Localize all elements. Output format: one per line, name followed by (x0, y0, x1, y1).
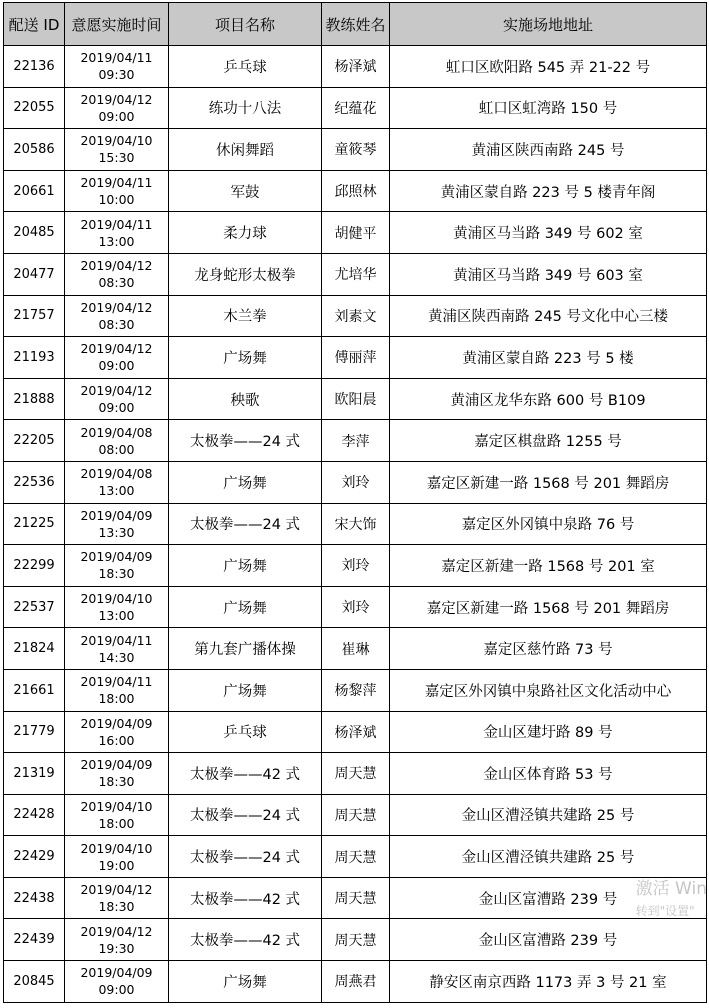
cell-address: 金山区富漕路 239 号 (390, 877, 707, 919)
cell-coach: 李萍 (322, 420, 390, 462)
table-row (4, 545, 707, 587)
cell-clock: 13:00 (98, 483, 135, 499)
cell-time (65, 794, 169, 836)
cell-time (65, 961, 169, 1003)
cell-project: 太极拳——42 式 (169, 753, 322, 795)
cell-date: 2019/04/09 (80, 549, 153, 565)
table-row (4, 295, 707, 337)
watermark-line2: 转到"设置" (635, 904, 695, 918)
cell-id: 21757 (4, 295, 65, 337)
cell-date: 2019/04/12 (80, 258, 153, 274)
cell-address: 黄浦区龙华东路 600 号 B109 (390, 378, 707, 420)
table-row (4, 836, 707, 878)
cell-date: 2019/04/10 (80, 840, 153, 856)
table-row (4, 628, 707, 670)
cell-id: 21193 (4, 337, 65, 379)
cell-id: 22438 (4, 877, 65, 919)
cell-id: 22136 (4, 46, 65, 88)
cell-id: 22205 (4, 420, 65, 462)
cell-address: 虹口区虹湾路 150 号 (390, 87, 707, 129)
cell-date: 2019/04/09 (80, 965, 153, 981)
cell-coach: 周燕君 (322, 961, 390, 1003)
header-address: 实施场地地址 (390, 3, 707, 46)
cell-address: 黄浦区马当路 349 号 602 室 (390, 212, 707, 254)
cell-address: 黄浦区陕西南路 245 号文化中心三楼 (390, 295, 707, 337)
cell-clock: 08:30 (98, 316, 135, 332)
cell-time (65, 129, 169, 171)
table-row (4, 961, 707, 1003)
cell-project: 第九套广播体操 (169, 628, 322, 670)
cell-time (65, 170, 169, 212)
cell-coach: 杨黎萍 (322, 669, 390, 711)
cell-coach: 傅丽萍 (322, 337, 390, 379)
cell-address: 黄浦区马当路 349 号 603 室 (390, 253, 707, 295)
cell-coach: 崔琳 (322, 628, 390, 670)
cell-coach: 尤培华 (322, 253, 390, 295)
cell-date: 2019/04/10 (80, 133, 153, 149)
cell-date: 2019/04/11 (80, 50, 153, 66)
cell-address: 黄浦区蒙自路 223 号 5 楼青年阁 (390, 170, 707, 212)
cell-clock: 08:30 (98, 275, 135, 291)
cell-clock: 19:00 (98, 857, 135, 873)
cell-clock: 09:00 (98, 358, 135, 374)
cell-project: 太极拳——24 式 (169, 794, 322, 836)
cell-project: 太极拳——42 式 (169, 919, 322, 961)
cell-date: 2019/04/11 (80, 175, 153, 191)
cell-id: 21888 (4, 378, 65, 420)
cell-coach: 杨泽斌 (322, 711, 390, 753)
table-row (4, 669, 707, 711)
table-row (4, 503, 707, 545)
cell-time (65, 295, 169, 337)
activation-watermark (636, 878, 707, 922)
cell-clock: 19:30 (98, 940, 135, 956)
cell-coach: 邱照林 (322, 170, 390, 212)
cell-address: 嘉定区新建一路 1568 号 201 室 (390, 545, 707, 587)
cell-coach: 周天慧 (322, 794, 390, 836)
cell-id: 20477 (4, 253, 65, 295)
cell-coach: 周天慧 (322, 836, 390, 878)
cell-time (65, 753, 169, 795)
cell-time (65, 503, 169, 545)
cell-coach: 周天慧 (322, 877, 390, 919)
table-row (4, 212, 707, 254)
cell-clock: 09:00 (98, 108, 135, 124)
cell-address: 嘉定区慈竹路 73 号 (390, 628, 707, 670)
cell-project: 乒乓球 (169, 46, 322, 88)
table-row (4, 586, 707, 628)
cell-address: 虹口区欧阳路 545 弄 21-22 号 (390, 46, 707, 88)
cell-project: 秧歌 (169, 378, 322, 420)
cell-id: 21225 (4, 503, 65, 545)
table-row (4, 711, 707, 753)
cell-time (65, 628, 169, 670)
cell-id: 22537 (4, 586, 65, 628)
cell-clock: 18:00 (98, 691, 135, 707)
cell-time (65, 378, 169, 420)
cell-coach: 杨泽斌 (322, 46, 390, 88)
cell-clock: 09:00 (98, 400, 135, 416)
cell-date: 2019/04/12 (80, 299, 153, 315)
table-row (4, 129, 707, 171)
cell-date: 2019/04/09 (80, 757, 153, 773)
header-project: 项目名称 (169, 3, 322, 46)
cell-clock: 10:00 (98, 192, 135, 208)
cell-clock: 18:30 (98, 566, 135, 582)
cell-address: 嘉定区新建一路 1568 号 201 舞蹈房 (390, 461, 707, 503)
cell-address: 静安区南京西路 1173 弄 3 号 21 室 (390, 961, 707, 1003)
cell-address: 嘉定区棋盘路 1255 号 (390, 420, 707, 462)
cell-date: 2019/04/12 (80, 383, 153, 399)
cell-project: 军鼓 (169, 170, 322, 212)
cell-clock: 18:30 (98, 774, 135, 790)
cell-project: 太极拳——24 式 (169, 836, 322, 878)
header-coach: 教练姓名 (322, 3, 390, 46)
cell-time (65, 836, 169, 878)
cell-date: 2019/04/08 (80, 424, 153, 440)
table-row (4, 87, 707, 129)
schedule-table (3, 2, 707, 1003)
cell-coach: 纪蕴花 (322, 87, 390, 129)
table-row (4, 753, 707, 795)
cell-project: 广场舞 (169, 337, 322, 379)
cell-date: 2019/04/09 (80, 715, 153, 731)
cell-id: 21319 (4, 753, 65, 795)
cell-id: 21824 (4, 628, 65, 670)
cell-time (65, 545, 169, 587)
cell-project: 柔力球 (169, 212, 322, 254)
header-id: 配送 ID (4, 3, 65, 46)
table-row (4, 794, 707, 836)
cell-project: 休闲舞蹈 (169, 129, 322, 171)
cell-coach: 周天慧 (322, 919, 390, 961)
cell-project: 广场舞 (169, 669, 322, 711)
cell-project: 广场舞 (169, 961, 322, 1003)
table-row (4, 253, 707, 295)
cell-address: 嘉定区新建一路 1568 号 201 舞蹈房 (390, 586, 707, 628)
cell-clock: 09:00 (98, 982, 135, 998)
header-time: 意愿实施时间 (65, 3, 169, 46)
cell-id: 20661 (4, 170, 65, 212)
cell-date: 2019/04/12 (80, 923, 153, 939)
cell-date: 2019/04/08 (80, 466, 153, 482)
cell-time (65, 212, 169, 254)
cell-date: 2019/04/12 (80, 882, 153, 898)
cell-id: 22429 (4, 836, 65, 878)
cell-date: 2019/04/11 (80, 674, 153, 690)
cell-coach: 刘玲 (322, 586, 390, 628)
cell-clock: 16:00 (98, 732, 135, 748)
cell-time (65, 711, 169, 753)
cell-clock: 08:00 (98, 441, 135, 457)
cell-project: 乒乓球 (169, 711, 322, 753)
cell-clock: 09:30 (98, 67, 135, 83)
table-row (4, 46, 707, 88)
cell-clock: 14:30 (98, 649, 135, 665)
cell-date: 2019/04/10 (80, 798, 153, 814)
cell-id: 20586 (4, 129, 65, 171)
cell-address: 金山区富漕路 239 号 (390, 919, 707, 961)
cell-coach: 刘玲 (322, 545, 390, 587)
cell-time (65, 669, 169, 711)
cell-project: 木兰拳 (169, 295, 322, 337)
cell-date: 2019/04/11 (80, 216, 153, 232)
cell-time (65, 337, 169, 379)
table-row (4, 877, 707, 919)
cell-time (65, 586, 169, 628)
cell-clock: 18:00 (98, 815, 135, 831)
cell-id: 22299 (4, 545, 65, 587)
cell-time (65, 461, 169, 503)
cell-project: 太极拳——42 式 (169, 877, 322, 919)
cell-address: 金山区体育路 53 号 (390, 753, 707, 795)
cell-project: 广场舞 (169, 586, 322, 628)
table-row (4, 170, 707, 212)
table-row (4, 461, 707, 503)
watermark-line1: 激活 Win (635, 879, 707, 899)
cell-clock: 13:30 (98, 524, 135, 540)
cell-time (65, 919, 169, 961)
cell-clock: 15:30 (98, 150, 135, 166)
cell-address: 嘉定区外冈镇中泉路 76 号 (390, 503, 707, 545)
cell-id: 22055 (4, 87, 65, 129)
cell-coach: 童筱琴 (322, 129, 390, 171)
cell-project: 太极拳——24 式 (169, 503, 322, 545)
header-row (4, 3, 707, 46)
cell-clock: 13:00 (98, 233, 135, 249)
table-row (4, 378, 707, 420)
cell-date: 2019/04/11 (80, 632, 153, 648)
cell-project: 太极拳——24 式 (169, 420, 322, 462)
cell-address: 黄浦区陕西南路 245 号 (390, 129, 707, 171)
cell-project: 练功十八法 (169, 87, 322, 129)
cell-id: 21779 (4, 711, 65, 753)
cell-project: 广场舞 (169, 545, 322, 587)
cell-time (65, 253, 169, 295)
cell-coach: 周天慧 (322, 753, 390, 795)
cell-id: 22536 (4, 461, 65, 503)
cell-coach: 胡健平 (322, 212, 390, 254)
cell-date: 2019/04/12 (80, 341, 153, 357)
cell-coach: 宋大饰 (322, 503, 390, 545)
cell-coach: 欧阳晨 (322, 378, 390, 420)
cell-address: 金山区漕泾镇共建路 25 号 (390, 794, 707, 836)
cell-address: 黄浦区蒙自路 223 号 5 楼 (390, 337, 707, 379)
cell-time (65, 877, 169, 919)
cell-time (65, 46, 169, 88)
cell-id: 22439 (4, 919, 65, 961)
cell-address: 金山区漕泾镇共建路 25 号 (390, 836, 707, 878)
cell-date: 2019/04/12 (80, 91, 153, 107)
table-row (4, 420, 707, 462)
cell-clock: 18:30 (98, 899, 135, 915)
cell-id: 21661 (4, 669, 65, 711)
cell-coach: 刘玲 (322, 461, 390, 503)
cell-address: 嘉定区外冈镇中泉路社区文化活动中心 (390, 669, 707, 711)
table-row (4, 919, 707, 961)
cell-time (65, 87, 169, 129)
table-row (4, 337, 707, 379)
cell-date: 2019/04/09 (80, 507, 153, 523)
cell-id: 22428 (4, 794, 65, 836)
cell-project: 广场舞 (169, 461, 322, 503)
cell-id: 20485 (4, 212, 65, 254)
cell-time (65, 420, 169, 462)
cell-coach: 刘素文 (322, 295, 390, 337)
cell-id: 20845 (4, 961, 65, 1003)
cell-clock: 13:00 (98, 608, 135, 624)
cell-project: 龙身蛇形太极拳 (169, 253, 322, 295)
cell-date: 2019/04/10 (80, 591, 153, 607)
cell-address: 金山区建圩路 89 号 (390, 711, 707, 753)
